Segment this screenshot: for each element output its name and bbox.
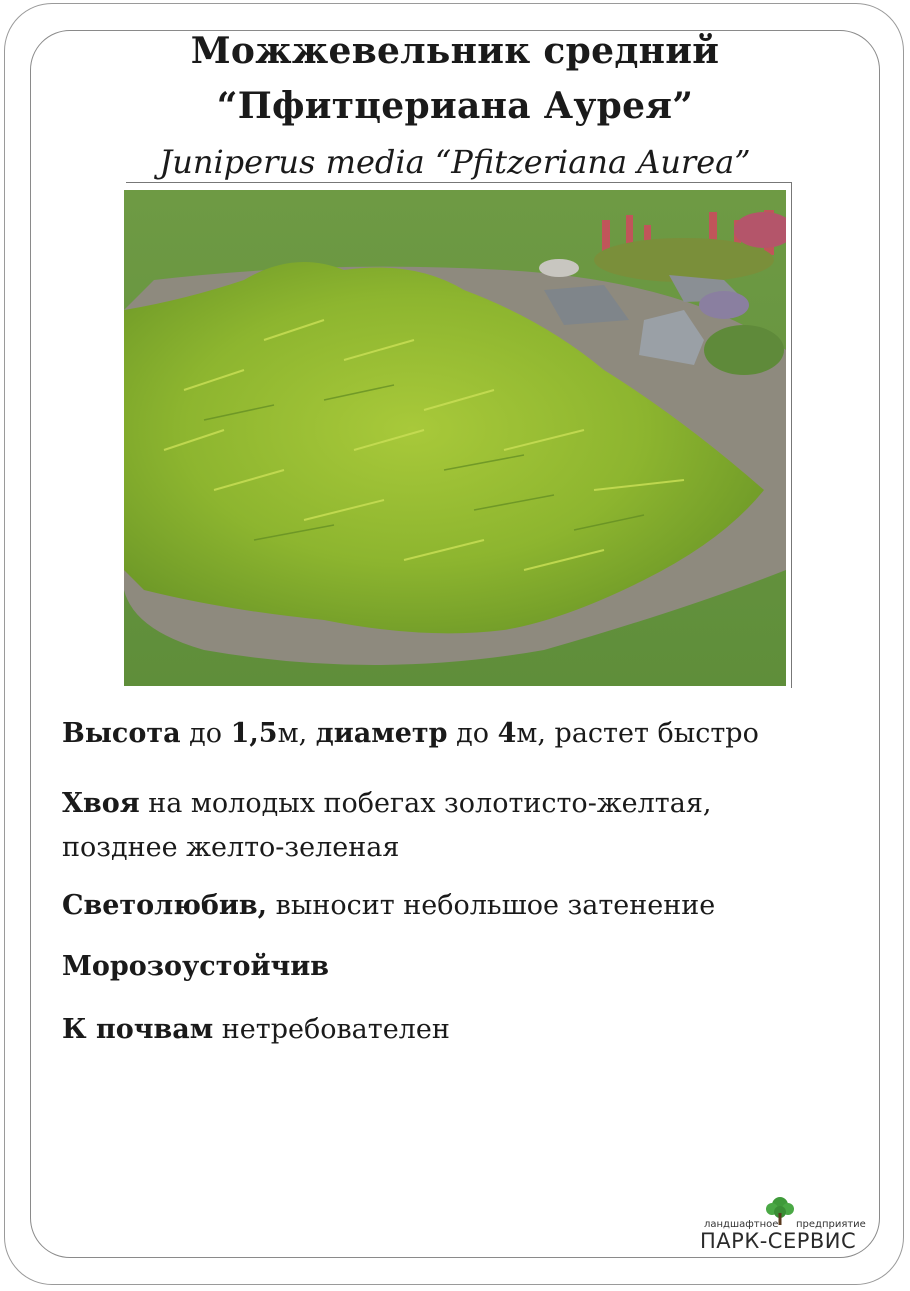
fact-size-text: до	[180, 718, 231, 749]
fact-soil-text: нетребователен	[213, 1014, 450, 1045]
card-title-line2: “Пфитцериана Аурея”	[216, 85, 694, 127]
juniper-photo-illustration	[124, 190, 786, 686]
fact-needles-label: Хвоя	[62, 788, 140, 819]
fact-size-label: Высота	[62, 718, 181, 749]
logo-tagline-right: предприятие	[796, 1219, 866, 1230]
photo-shadow-top	[126, 182, 792, 183]
latin-name: Juniperus media “Pfitzeriana Aurea”	[159, 143, 751, 181]
fact-needles	[62, 782, 711, 870]
fact-diameter-label: диаметр	[315, 718, 448, 749]
fact-needles-text-line2: позднее желто-зеленая	[62, 832, 400, 863]
fact-needles-text: на молодых побегах золотисто-желтая,	[139, 788, 712, 819]
fact-light-text: выносит небольшое затенение	[267, 890, 716, 921]
fact-soil-label: К почвам	[62, 1014, 214, 1045]
fact-light	[62, 884, 715, 928]
fact-size-text: м, растет быстро	[516, 718, 759, 749]
photo-shadow-right	[791, 182, 792, 688]
juniper-photo	[124, 190, 786, 686]
logo-tagline-left: ландшафтное	[704, 1219, 779, 1230]
fact-soil	[62, 1008, 450, 1052]
logo-name: ПАРК-СЕРВИС	[700, 1229, 857, 1253]
fact-diameter-value: 4	[497, 718, 517, 749]
fact-size	[62, 712, 759, 756]
card-title-line1: Можжевельник средний	[190, 30, 720, 72]
company-logo	[700, 1193, 870, 1253]
fact-height-value: 1,5	[230, 718, 278, 749]
fact-light-label: Светолюбив,	[62, 890, 268, 921]
fact-size-text: до	[447, 718, 498, 749]
fact-frost	[62, 945, 329, 989]
fact-size-text: м,	[277, 718, 316, 749]
fact-frost-label: Морозоустойчив	[62, 951, 330, 982]
